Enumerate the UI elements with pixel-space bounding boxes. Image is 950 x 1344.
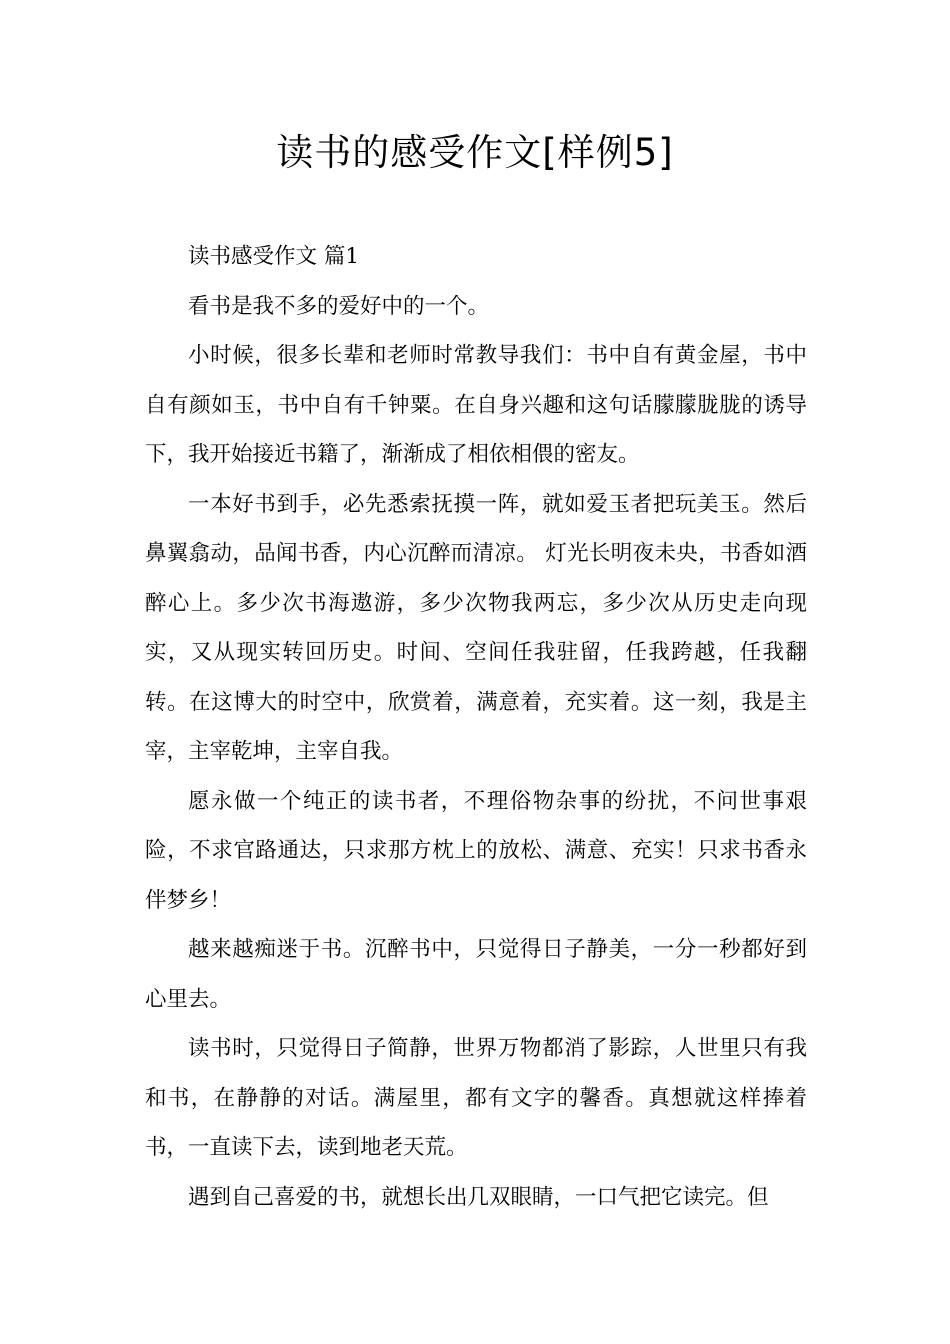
paragraph: 看书是我不多的爱好中的一个。 [188,293,490,319]
paragraph: 愿永做一个纯正的读书者，不理俗物杂事的纷扰，不问世事艰险，不求官路通达，只求那方枕上的放松、满意、充实！只求书香永伴梦乡！ [145,788,807,913]
document-body [145,232,807,1222]
paragraph: 一本好书到手，必先悉索抚摸一阵，就如爱玉者把玩美玉。然后鼻翼翕动，品闻书香，内心沉醉而清凉。 灯光长明夜未央，书香如酒醉心上。多少次书海遨游，多少次物我两忘，多少次从历史走向现实，又从现实转回历史。时间、空间任我驻留，任我跨越，任我翻转。在这博大的时空中，欣赏着，满意着，充实着。这一刻，我是主宰，主宰乾坤，主宰自我。 [145,491,807,764]
paragraph: 越来越痴迷于书。沉醉书中，只觉得日子静美，一分一秒都好到心里去。 [145,937,807,1012]
document-title: 读书的感受作文[样例5] [276,131,674,174]
paragraph: 小时候，很多长辈和老师时常教导我们：书中自有黄金屋，书中自有颜如玉，书中自有千钟粟。在自身兴趣和这句话朦朦胧胧的诱导下，我开始接近书籍了，渐渐成了相依相偎的密友。 [145,343,807,467]
paragraph: 遇到自己喜爱的书，就想长出几双眼睛，一口气把它读完。但 [188,1184,769,1210]
section-heading: 读书感受作文 篇1 [188,244,360,269]
paragraph: 读书时，只觉得日子简静，世界万物都消了影踪，人世里只有我和书，在静静的对话。满屋里，都有文字的馨香。真想就这样捧着书，一直读下去，读到地老天荒。 [145,1036,807,1160]
